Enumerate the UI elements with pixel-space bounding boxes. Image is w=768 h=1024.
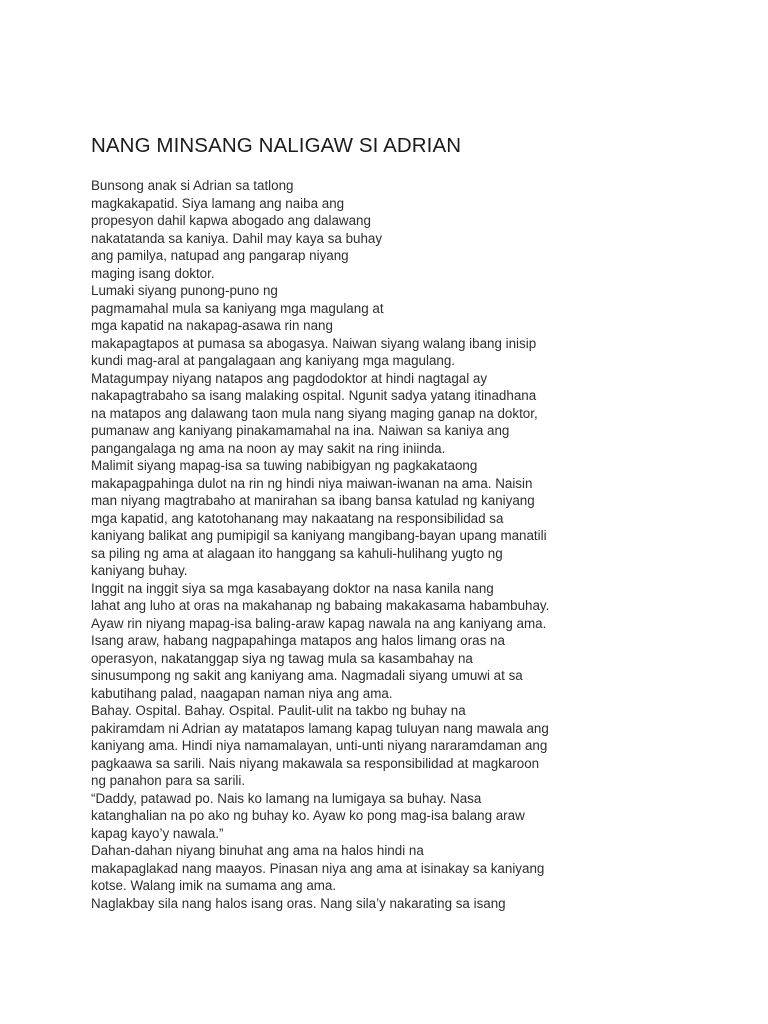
text-line: pakiramdam ni Adrian ay matatapos lamang kapag tuluyan nang mawala ang [91,720,549,736]
text-line: ng panahon para sa sarili. [91,773,246,788]
text-line: Bahay. Ospital. Bahay. Ospital. Paulit-ulit na takbo ng buhay na [91,703,466,718]
text-line: maging isang doktor. [91,265,215,281]
text-line: makapagpahinga dulot na rin ng hindi niya maiwan-iwanan na ama. Naisin [91,475,533,491]
text-line: pumanaw ang kaniyang pinakamamahal na ina. Naiwan sa kaniya ang [91,423,510,438]
text-line: kabutihang palad, naagapan naman niya ang ama. [91,685,393,701]
text-line: nakatatanda sa kaniya. Dahil may kaya sa buhay [91,230,383,246]
text-line: Isang araw, habang nagpapahinga matapos ang halos limang oras na [91,633,505,648]
text-line: “Daddy, patawad po. Nais ko lamang na lumigaya sa buhay. Nasa [91,790,482,806]
text-line: Malimit siyang mapag-isa sa tuwing nabibigyan ng pagkakataong [91,458,478,473]
text-line: ang pamilya, natupad ang pangarap niyang [91,248,349,263]
text-line: sa piling ng ama at alagaan ito hanggang sa kahuli-hulihang yugto ng [91,545,503,561]
text-line: Matagumpay niyang natapos ang pagdodoktor at hindi nagtagal ay [91,370,488,386]
text-line: operasyon, nakatanggap siya ng tawag mula sa kasambahay na [91,650,473,666]
text-line: Inggit na inggit siya sa mga kasabayang doktor na nasa kanila nang [91,580,494,596]
text-line: propesyon dahil kapwa abogado ang dalawang [91,213,371,228]
text-line: Bunsong anak si Adrian sa tatlong [91,178,294,193]
text-line: katanghalian na po ako ng buhay ko. Ayaw ko pong mag-isa balang araw [91,808,525,823]
text-line: Lumaki siyang punong-puno ng [91,283,278,298]
text-line: Ayaw rin niyang mapag-isa baling-araw kapag nawala na ang kaniyang ama. [91,615,547,631]
text-line: pagmamahal mula sa kaniyang mga magulang at [91,300,384,316]
text-line: na matapos ang dalawang taon mula nang siyang maging ganap na doktor, [91,405,538,421]
text-line: kundi mag-aral at pangalagaan ang kaniyang mga magulang. [91,353,456,368]
text-line: kaniyang ama. Hindi niya namamalayan, unti-unti niyang nararamdaman ang [91,738,548,753]
text-line: nakapagtrabaho sa isang malaking ospital. Ngunit sadya yatang itinadhana [91,388,537,403]
text-line: magkakapatid. Siya lamang ang naiba ang [91,195,345,211]
text-line: pangangalaga ng ama na noon ay may sakit na ring iniinda. [91,440,446,456]
text-line: kapag kayo’y nawala.” [91,825,224,841]
text-line: kaniyang balikat ang pumipigil sa kaniyang mangibang-bayan upang manatili [91,528,547,543]
text-line: Dahan-dahan niyang binuhat ang ama na halos hindi na [91,843,424,858]
document-title: NANG MINSANG NALIGAW SI ADRIAN [91,134,462,157]
text-line: mga kapatid na nakapag-asawa rin nang [91,318,333,333]
text-line: makapaglakad nang maayos. Pinasan niya ang ama at isinakay sa kaniyang [91,860,545,876]
text-line: pagkaawa sa sarili. Nais niyang makawala sa responsibilidad at magkaroon [91,755,540,771]
text-line: Naglakbay sila nang halos isang oras. Nang sila’y nakarating sa isang [91,895,506,911]
text-line: man niyang magtrabaho at manirahan sa ibang bansa katulad ng kaniyang [91,493,535,508]
text-line: kotse. Walang imik na sumama ang ama. [91,878,337,893]
text-line: lahat ang luho at oras na makahanap ng babaing makakasama habambuhay. [91,598,550,613]
text-line: makapagtapos at pumasa sa abogasya. Naiwan siyang walang ibang inisip [91,335,537,351]
text-line: mga kapatid, ang katotohanang may nakaatang na responsibilidad sa [91,510,504,526]
text-line: sinusumpong ng sakit ang kaniyang ama. Nagmadali siyang umuwi at sa [91,668,523,683]
document-body [91,177,751,912]
text-line: kaniyang buhay. [91,563,188,578]
